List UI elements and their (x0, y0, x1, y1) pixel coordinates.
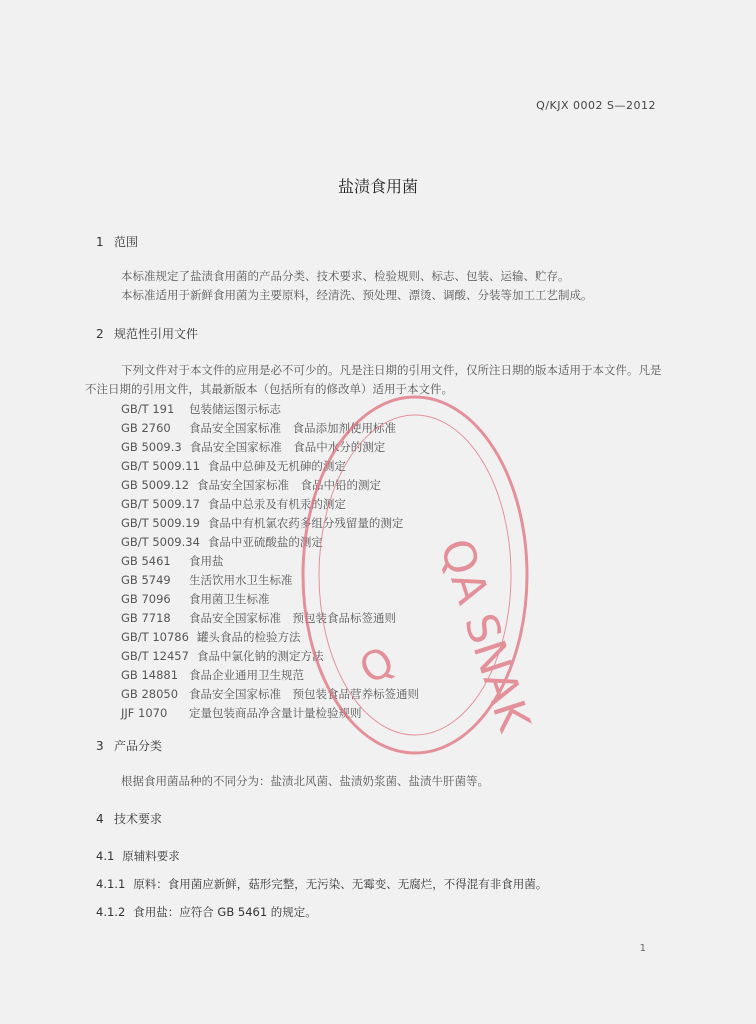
reference-code: GB 2760 (121, 421, 171, 435)
reference-title: 食品企业通用卫生规范 (189, 668, 304, 682)
reference-code: GB 5009.12 (121, 478, 190, 492)
section-1-heading (96, 233, 138, 250)
reference-title: 食品安全国家标准 预包装食品标签通则 (189, 611, 396, 625)
document-title: 盐渍食用菌 (337, 177, 418, 196)
reference-code: GB 28050 (121, 687, 179, 701)
reference-code: GB 14881 (121, 668, 179, 682)
section-3-paragraph: 根据食用菌品种的不同分为：盐渍北风菌、盐渍奶浆菌、盐渍牛肝菌等。 (121, 774, 489, 788)
reference-title: 食品中有机氯农药多组分残留量的测定 (207, 516, 404, 530)
reference-code: GB 7718 (121, 611, 171, 625)
reference-code: JJF 1070 (121, 706, 168, 720)
clause-4-1-2-number: 4.1.2 (96, 905, 126, 919)
reference-code: GB/T 5009.11 (121, 459, 200, 473)
clause-4-1-1-text: 原料：食用菌应新鲜，菇形完整，无污染、无霉变、无腐烂，不得混有非食用菌。 (133, 877, 548, 891)
section-1-paragraph-1: 本标准规定了盐渍食用菌的产品分类、技术要求、检验规则、标志、包装、运输、贮存。 (121, 269, 570, 283)
reference-title: 食品安全国家标准 食品中水分的测定 (189, 440, 386, 454)
reference-code: GB/T 12457 (121, 649, 189, 663)
reference-code: GB 5749 (121, 573, 171, 587)
section-1-title: 范围 (114, 235, 139, 249)
reference-title: 食品中总砷及无机砷的测定 (207, 459, 346, 473)
reference-code: GB/T 5009.19 (121, 516, 200, 530)
section-3-title: 产品分类 (114, 739, 163, 753)
reference-code: GB/T 5009.34 (121, 535, 200, 549)
reference-title: 定量包装商品净含量计量检验规则 (189, 706, 362, 720)
section-1-number: 1 (96, 235, 104, 249)
section-4-title: 技术要求 (114, 812, 163, 826)
reference-title: 食用盐 (189, 554, 224, 568)
reference-code: GB/T 5009.17 (121, 497, 200, 511)
clause-4-1-2 (96, 904, 317, 920)
reference-title: 食品中亚硫酸盐的测定 (207, 535, 323, 549)
reference-title: 生活饮用水卫生标准 (189, 573, 293, 587)
section-2-number: 2 (96, 327, 104, 341)
reference-title: 食品安全国家标准 食品中铅的测定 (197, 478, 382, 492)
stamp-lower-text: Q (352, 638, 403, 694)
section-2-intro: 下列文件对于本文件的应用是必不可少的。凡是注日期的引用文件，仅所注日期的版本适用于本文件。凡是不注日期的引用文件，其最新版本（包括所有的修改单）适用于本文件。 (85, 363, 662, 396)
page-number: 1 (639, 943, 646, 954)
clause-4-1-1-number: 4.1.1 (96, 877, 126, 891)
subsection-4-1 (96, 848, 180, 864)
reference-code: GB 5009.3 (121, 440, 182, 454)
reference-title: 食品安全国家标准 预包装食品营养标签通则 (189, 687, 419, 701)
clause-4-1-1 (96, 876, 547, 892)
reference-title: 罐头食品的检验方法 (196, 630, 301, 644)
subsection-4-1-number: 4.1 (96, 849, 115, 863)
reference-title: 包装储运图示标志 (189, 402, 281, 416)
reference-code: GB/T 10786 (121, 630, 189, 644)
reference-code: GB/T 191 (121, 402, 175, 416)
stamp-upper-text: QA SNAK (429, 532, 540, 738)
reference-title: 食用菌卫生标准 (189, 592, 270, 606)
section-2-title: 规范性引用文件 (114, 327, 199, 341)
clause-4-1-2-text: 食用盐：应符合 GB 5461 的规定。 (133, 905, 317, 919)
section-4-heading (96, 810, 162, 827)
reference-title: 食品中总汞及有机汞的测定 (207, 497, 346, 511)
section-4-number: 4 (96, 812, 104, 826)
section-1-paragraph-2: 本标准适用于新鲜食用菌为主要原料，经清洗、预处理、漂烫、调酸、分装等加工工艺制成。 (121, 288, 593, 302)
subsection-4-1-title: 原辅料要求 (122, 849, 180, 863)
standard-number: Q/KJX 0002 S—2012 (536, 99, 656, 112)
reference-title: 食品安全国家标准 食品添加剂使用标准 (189, 421, 396, 435)
section-2-heading (96, 325, 198, 342)
certification-stamp (290, 385, 540, 765)
section-3-heading (96, 737, 162, 754)
section-3-number: 3 (96, 739, 104, 753)
reference-title: 食品中氯化钠的测定方法 (196, 649, 324, 663)
reference-code: GB 7096 (121, 592, 171, 606)
reference-code: GB 5461 (121, 554, 171, 568)
